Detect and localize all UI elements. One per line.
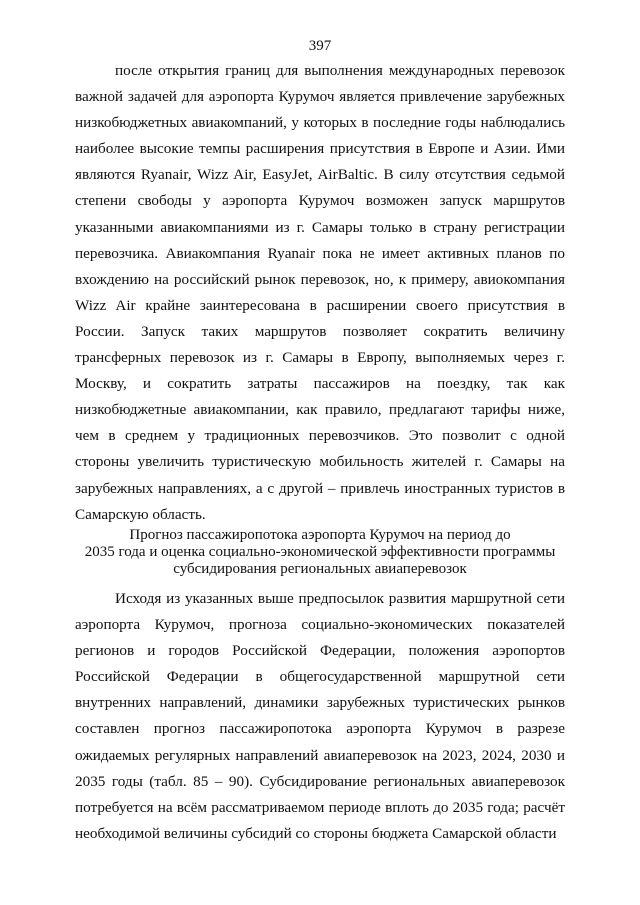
section-heading-line-3: субсидирования региональных авиаперевозок bbox=[173, 561, 467, 577]
section-heading bbox=[75, 527, 565, 578]
section-heading-line-2: 2035 года и оценка социально-экономической эффективности программы bbox=[84, 544, 556, 560]
body-paragraph-1: после открытия границ для выполнения международных перевозок важной задачей для аэропорта Курумоч является привлечение зарубежных низкобюджетных авиакомпаний, у которых в последние годы наблюдались наиболее высокие темпы расширения присутствия в Европе и Азии. Ими являются Ryanair, Wizz Air, EasyJet, AirBaltic. В силу отсутствия седьмой степени свободы у аэропорта Курумоч возможен запуск маршрутов указанными авиакомпаниями из г. Самары только в страну регистрации перевозчика. Авиакомпания Ryanair пока не имеет активных планов по вхождению на российский рынок перевозок, но, к примеру, авиокомпания Wizz Air крайне заинтересована в расширении своего присутствия в России. Запуск таких маршрутов позволяет сократить величину трансферных перевозок из г. Самары в Европу, выполняемых через г. Москву, и сократить затраты пассажиров на поездку, так как низкобюджетные авиакомпании, как правило, предлагают тарифы ниже, чем в среднем у традиционных перевозчиков. Это позволит с одной стороны увеличить туристическую мобильность жителей г. Самары на зарубежных направлениях, а с другой – привлечь иностранных туристов в Самарскую область. bbox=[75, 62, 565, 523]
body-paragraph-2: Исходя из указанных выше предпосылок развития маршрутной сети аэропорта Курумоч, прогноза социально-экономических показателей регионов и городов Российской Федерации, положения аэропортов Российской Федерации в общегосударственной маршрутной сети внутренних направлений, динамики зарубежных туристических рынков составлен прогноз пассажиропотока аэропорта Курумоч в разрезе ожидаемых регулярных направлений авиаперевозок на 2023, 2024, 2030 и 2035 годы (табл. 85 – 90). Субсидирование региональных авиаперевозок потребуется на всём рассматриваемом периоде вплоть до 2035 года; расчёт необходимой величины субсидий со стороны бюджета Самарской области bbox=[75, 590, 565, 842]
page-number: 397 bbox=[308, 38, 332, 54]
section-heading-line-1: Прогноз пассажиропотока аэропорта Курумоч на период до bbox=[129, 527, 511, 543]
